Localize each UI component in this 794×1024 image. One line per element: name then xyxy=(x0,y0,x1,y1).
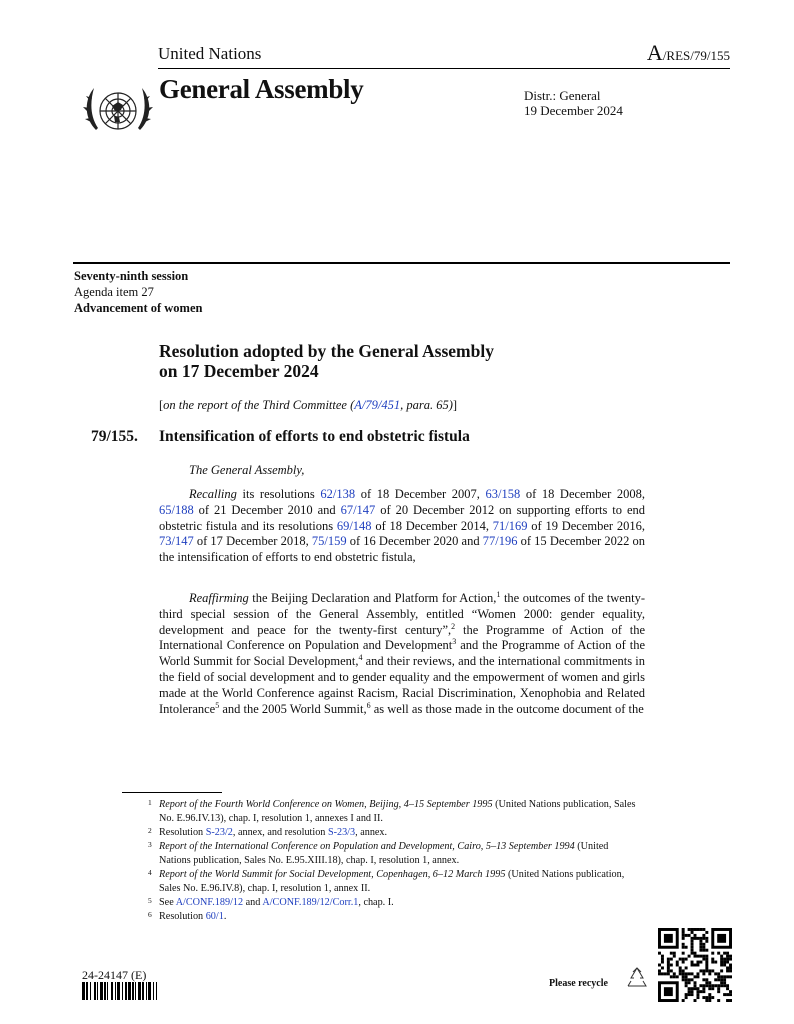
document-link[interactable]: A/CONF.189/12/Corr.1 xyxy=(262,897,359,908)
recycle-label: Please recycle xyxy=(549,978,608,989)
document-symbol xyxy=(647,40,730,66)
distribution-block xyxy=(524,88,623,118)
document-link[interactable]: 67/147 xyxy=(340,502,376,517)
text-run: See xyxy=(159,897,176,908)
footnote xyxy=(148,868,638,896)
text-run: of 19 December 2016, xyxy=(527,518,645,533)
report-text: on the report of the Third Committee ( xyxy=(163,398,355,412)
footnote-mark: 1 xyxy=(148,798,152,807)
document-link[interactable]: 77/196 xyxy=(482,534,518,549)
document-link[interactable]: 60/1 xyxy=(205,911,224,922)
italic-text: Recalling xyxy=(189,487,237,501)
recycle-icon xyxy=(624,966,650,990)
footnote xyxy=(148,798,638,826)
footnote-mark: 5 xyxy=(148,896,152,905)
barcode-icon xyxy=(82,982,216,1000)
text-run: (United Nations publication, Sales No. E.96.IV.13), chap. I, resolution 1, annexes I and II. xyxy=(159,799,636,824)
footnote-mark: 3 xyxy=(148,840,152,849)
un-emblem-icon xyxy=(78,78,158,144)
document-link[interactable]: S-23/3 xyxy=(327,827,356,838)
document-link[interactable]: 62/138 xyxy=(320,487,356,501)
header-rule xyxy=(158,68,730,69)
footnote-mark: 6 xyxy=(148,910,152,919)
italic-text: Report of the International Conference on Population and Development, Cairo, 5–13 September 1994 xyxy=(159,841,575,852)
preamble-intro-text: The General Assembly, xyxy=(189,463,305,477)
paragraph-reaffirming xyxy=(159,591,645,717)
session-name: Seventy-ninth session xyxy=(74,269,189,283)
text-run: , chap. I. xyxy=(358,897,394,908)
bracket-open: [ xyxy=(159,398,164,412)
text-run: and the Programme of Action of the World Summit for Social Development, xyxy=(159,638,645,669)
footnote-ref[interactable]: 2 xyxy=(451,621,456,631)
bracket-close: ] xyxy=(452,398,458,412)
text-run: (United Nations publication, Sales No. E.95.XIII.18), chap. I, resolution 1, annex. xyxy=(159,841,609,866)
footnotes xyxy=(148,798,638,924)
footnote xyxy=(148,896,638,910)
document-link[interactable]: 69/148 xyxy=(336,518,372,533)
text-run: of 17 December 2018, xyxy=(193,534,312,549)
symbol-rest: /RES/79/155 xyxy=(662,48,730,63)
document-link[interactable]: 73/147 xyxy=(159,534,194,549)
job-number: 24-24147 (E) xyxy=(82,968,147,982)
text-run: the Beijing Declaration and Platform for Action, xyxy=(248,591,497,605)
footnote-ref[interactable]: 6 xyxy=(366,700,371,710)
report-reference xyxy=(159,398,457,413)
document-link[interactable]: 71/169 xyxy=(492,518,528,533)
footnote-ref[interactable]: 4 xyxy=(358,653,363,663)
text-run: of 18 December 2008, xyxy=(520,487,645,501)
agenda-topic: Advancement of women xyxy=(74,301,203,315)
document-link[interactable]: 75/159 xyxy=(311,534,347,549)
qr-code-icon[interactable] xyxy=(658,928,732,1002)
preamble-intro xyxy=(159,463,645,479)
report-doc-link[interactable]: A/79/451 xyxy=(354,398,401,412)
resolution-number: 79/155. xyxy=(91,428,138,445)
text-run: of 21 December 2010 and xyxy=(193,502,341,517)
agenda-item: Agenda item 27 xyxy=(74,285,154,299)
document-link[interactable]: A/CONF.189/12 xyxy=(175,897,244,908)
report-para: , para. 65) xyxy=(400,398,453,412)
resolution-heading-line1: Resolution adopted by the General Assembly xyxy=(159,341,494,361)
text-run: of 16 December 2020 and xyxy=(346,534,483,549)
issue-date: 19 December 2024 xyxy=(524,103,623,118)
footnote-mark: 4 xyxy=(148,868,152,877)
footnote-ref[interactable]: 1 xyxy=(496,589,501,599)
text-run: and their reviews, and the international commitments in the field of social development and to gender equality and the empowerment of women and girls made at the World Conference against Racism, Racial Discrimination, Xenophobia and Related Intolerance xyxy=(159,654,645,716)
footnote xyxy=(148,826,638,840)
footnote-ref[interactable]: 3 xyxy=(452,637,457,647)
symbol-prefix: A xyxy=(646,40,663,65)
org-name: United Nations xyxy=(158,44,262,63)
text-run: , annex. xyxy=(355,827,388,838)
text-run: , annex, and resolution xyxy=(232,827,328,838)
resolution-heading xyxy=(159,341,494,381)
document-link[interactable]: 63/158 xyxy=(485,487,521,501)
text-run: of 20 December 2012 on supporting efforts to end obstetric fistula and its resolutions xyxy=(159,502,645,533)
italic-text: Reaffirming xyxy=(189,591,249,605)
text-run: Resolution xyxy=(159,911,206,922)
text-run: and the 2005 World Summit, xyxy=(219,701,367,716)
document-link[interactable]: 65/188 xyxy=(159,502,194,517)
session-block xyxy=(74,268,202,316)
footnote xyxy=(148,910,638,924)
footnote-rule xyxy=(122,792,222,793)
italic-text: Report of the Fourth World Conference on Women, Beijing, 4–15 September 1995 xyxy=(159,799,493,810)
text-run: its resolutions xyxy=(236,487,321,501)
footnote-ref[interactable]: 5 xyxy=(215,700,220,710)
footnote xyxy=(148,840,638,868)
resolution-heading-line2: on 17 December 2024 xyxy=(159,361,319,381)
text-run: Resolution xyxy=(159,827,206,838)
organ-title: General Assembly xyxy=(159,74,364,104)
italic-text: Report of the World Summit for Social Development, Copenhagen, 6–12 March 1995 xyxy=(159,869,506,880)
resolution-subject: Intensification of efforts to end obstetric fistula xyxy=(159,428,470,445)
paragraph-recalling xyxy=(159,487,645,566)
distribution: Distr.: General xyxy=(524,88,601,103)
text-run: of 18 December 2007, xyxy=(355,487,486,501)
text-run: of 18 December 2014, xyxy=(371,518,493,533)
footnote-mark: 2 xyxy=(148,826,152,835)
document-link[interactable]: S-23/2 xyxy=(205,827,233,838)
text-run: (United Nations publication, Sales No. E.96.IV.8), chap. I, resolution 1, annex II. xyxy=(159,869,625,894)
text-run: as well as those made in the outcome document of the xyxy=(370,701,644,716)
text-run: of 15 December 2022 on the intensification of efforts to end obstetric fistula, xyxy=(159,534,645,565)
text-run: the outcomes of the twenty-third special session of the General Assembly, entitled “Women 2000: gender equality, development and peace for the twenty-first century”, xyxy=(159,591,645,637)
text-run: and xyxy=(243,897,263,908)
text-run: . xyxy=(223,911,227,922)
text-run: the Programme of Action of the International Conference on Population and Development xyxy=(159,622,645,653)
section-rule xyxy=(73,262,730,264)
